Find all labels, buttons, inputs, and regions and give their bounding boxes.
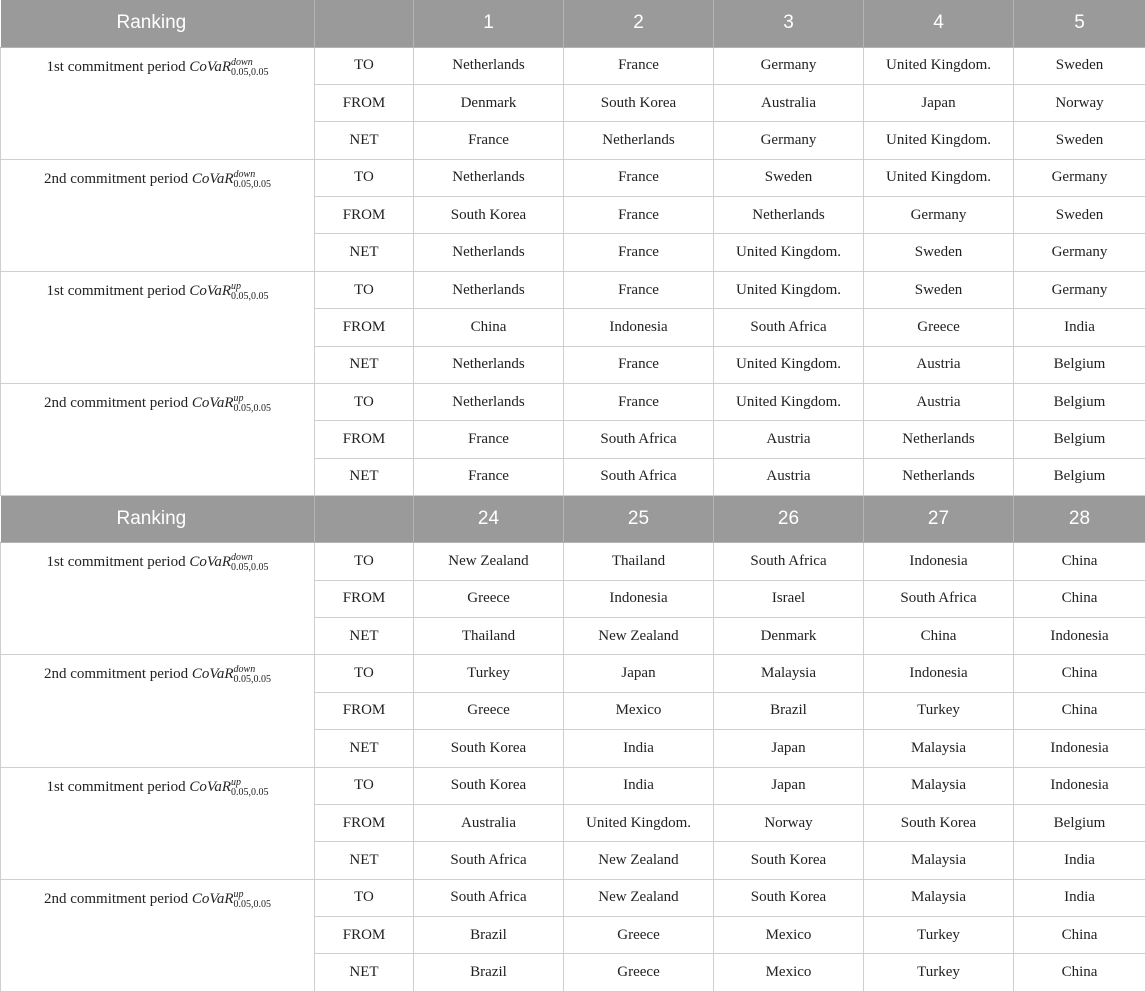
country-cell: Germany [714, 122, 864, 159]
ranking-header-row [1, 496, 1145, 543]
country-cell: Sweden [1014, 122, 1145, 159]
country-cell: France [564, 271, 714, 308]
country-cell: Indonesia [1014, 767, 1145, 804]
period-label-cell [1, 159, 315, 271]
country-cell: France [414, 122, 564, 159]
covar-base: CoVaR [192, 666, 234, 682]
covar-script-stack [231, 553, 269, 573]
country-cell: Belgium [1014, 458, 1145, 495]
spillover-type-cell: TO [315, 543, 414, 580]
country-cell: Belgium [1014, 421, 1145, 458]
ranking-header-label: Ranking [1, 496, 315, 543]
spillover-type-cell: NET [315, 346, 414, 383]
country-cell: South Africa [714, 309, 864, 346]
covar-base: CoVaR [189, 283, 231, 299]
country-cell: Netherlands [414, 234, 564, 271]
country-cell: Brazil [714, 692, 864, 729]
country-cell: Malaysia [864, 730, 1014, 767]
country-cell: Netherlands [564, 122, 714, 159]
spillover-type-cell: TO [315, 384, 414, 421]
covar-base: CoVaR [192, 891, 234, 907]
country-cell: Mexico [714, 917, 864, 954]
country-cell: France [564, 234, 714, 271]
rank-column-header: 3 [714, 0, 864, 47]
country-cell: China [1014, 917, 1145, 954]
country-cell: South Africa [564, 421, 714, 458]
country-cell: India [564, 730, 714, 767]
country-cell: Sweden [864, 234, 1014, 271]
country-cell: Denmark [714, 617, 864, 654]
country-cell: Indonesia [864, 543, 1014, 580]
country-cell: France [564, 384, 714, 421]
country-cell: Brazil [414, 954, 564, 991]
country-cell: United Kingdom. [714, 346, 864, 383]
country-cell: Malaysia [864, 842, 1014, 879]
spillover-type-cell: TO [315, 47, 414, 84]
country-cell: Germany [1014, 234, 1145, 271]
country-cell: Belgium [1014, 804, 1145, 841]
country-cell: China [1014, 954, 1145, 991]
covar-measure [192, 891, 271, 907]
covar-base: CoVaR [189, 59, 231, 75]
country-cell: France [414, 421, 564, 458]
country-cell: France [564, 346, 714, 383]
spillover-type-cell: NET [315, 458, 414, 495]
header-blank-cell [315, 0, 414, 47]
spillover-type-cell: FROM [315, 197, 414, 234]
country-cell: New Zealand [564, 842, 714, 879]
country-cell: Australia [414, 804, 564, 841]
country-cell: Greece [864, 309, 1014, 346]
country-cell: Turkey [864, 692, 1014, 729]
period-label: 2nd commitment period [44, 171, 188, 187]
country-cell: Indonesia [864, 655, 1014, 692]
period-label-cell [1, 271, 315, 383]
period-label: 2nd commitment period [44, 666, 188, 682]
country-cell: France [564, 47, 714, 84]
country-cell: China [864, 617, 1014, 654]
country-cell: Brazil [414, 917, 564, 954]
period-label-cell [1, 543, 315, 655]
period-label: 2nd commitment period [44, 891, 188, 907]
spillover-type-cell: NET [315, 954, 414, 991]
period-label-cell [1, 47, 315, 159]
covar-measure [189, 554, 268, 570]
table-row [1, 47, 1145, 84]
covar-measure [192, 395, 271, 411]
covar-script-stack [234, 394, 272, 414]
covar-measure [192, 666, 271, 682]
country-cell: Netherlands [414, 47, 564, 84]
country-cell: Belgium [1014, 384, 1145, 421]
spillover-type-cell: FROM [315, 917, 414, 954]
country-cell: South Korea [414, 197, 564, 234]
country-cell: China [414, 309, 564, 346]
country-cell: China [1014, 692, 1145, 729]
covar-subscript: 0.05,0.05 [231, 292, 269, 302]
country-cell: United Kingdom. [864, 47, 1014, 84]
covar-subscript: 0.05,0.05 [231, 68, 269, 78]
country-cell: Thailand [564, 543, 714, 580]
country-cell: Turkey [864, 917, 1014, 954]
table-row [1, 159, 1145, 196]
spillover-type-cell: TO [315, 159, 414, 196]
country-cell: United Kingdom. [864, 159, 1014, 196]
country-cell: India [1014, 309, 1145, 346]
country-cell: Japan [564, 655, 714, 692]
spillover-type-cell: TO [315, 271, 414, 308]
header-blank-cell [315, 496, 414, 543]
covar-base: CoVaR [189, 779, 231, 795]
rank-column-header: 28 [1014, 496, 1145, 543]
ranking-header-label: Ranking [1, 0, 315, 47]
covar-script-stack [234, 665, 272, 685]
country-cell: France [564, 197, 714, 234]
country-cell: Norway [714, 804, 864, 841]
country-cell: Germany [1014, 159, 1145, 196]
table-row [1, 384, 1145, 421]
country-cell: Japan [714, 767, 864, 804]
country-cell: Netherlands [414, 159, 564, 196]
covar-subscript: 0.05,0.05 [231, 563, 269, 573]
country-cell: Japan [714, 730, 864, 767]
country-cell: Australia [714, 84, 864, 121]
covar-superscript: up [231, 778, 269, 788]
country-cell: Thailand [414, 617, 564, 654]
covar-measure [189, 59, 268, 75]
country-cell: Belgium [1014, 346, 1145, 383]
country-cell: New Zealand [414, 543, 564, 580]
country-cell: South Africa [864, 580, 1014, 617]
rank-column-header: 27 [864, 496, 1014, 543]
country-cell: United Kingdom. [864, 122, 1014, 159]
rank-column-header: 4 [864, 0, 1014, 47]
country-cell: France [414, 458, 564, 495]
covar-subscript: 0.05,0.05 [231, 788, 269, 798]
country-cell: Germany [864, 197, 1014, 234]
country-cell: India [1014, 879, 1145, 916]
country-cell: Greece [414, 692, 564, 729]
spillover-type-cell: FROM [315, 421, 414, 458]
country-cell: Sweden [1014, 47, 1145, 84]
country-cell: Israel [714, 580, 864, 617]
table-row [1, 271, 1145, 308]
country-cell: South Korea [564, 84, 714, 121]
period-label-cell [1, 384, 315, 496]
country-cell: India [564, 767, 714, 804]
covar-base: CoVaR [189, 554, 231, 570]
country-cell: Mexico [714, 954, 864, 991]
spillover-type-cell: FROM [315, 580, 414, 617]
country-cell: Turkey [414, 655, 564, 692]
country-cell: Malaysia [714, 655, 864, 692]
country-cell: Mexico [564, 692, 714, 729]
spillover-type-cell: TO [315, 767, 414, 804]
covar-script-stack [231, 58, 269, 78]
covar-subscript: 0.05,0.05 [234, 900, 272, 910]
rank-column-header: 26 [714, 496, 864, 543]
spillover-type-cell: NET [315, 122, 414, 159]
country-cell: Netherlands [864, 421, 1014, 458]
country-cell: Indonesia [564, 580, 714, 617]
country-cell: Japan [864, 84, 1014, 121]
country-cell: New Zealand [564, 879, 714, 916]
country-cell: Turkey [864, 954, 1014, 991]
country-cell: Austria [714, 458, 864, 495]
spillover-type-cell: TO [315, 879, 414, 916]
covar-superscript: up [234, 890, 272, 900]
spillover-type-cell: FROM [315, 804, 414, 841]
period-label-cell [1, 767, 315, 879]
covar-subscript: 0.05,0.05 [234, 180, 272, 190]
table-row [1, 879, 1145, 916]
country-cell: South Korea [714, 842, 864, 879]
covar-superscript: down [234, 170, 272, 180]
spillover-type-cell: NET [315, 617, 414, 654]
country-cell: China [1014, 543, 1145, 580]
country-cell: Sweden [1014, 197, 1145, 234]
covar-superscript: up [231, 282, 269, 292]
country-cell: Austria [864, 346, 1014, 383]
country-cell: United Kingdom. [714, 384, 864, 421]
country-cell: South Africa [564, 458, 714, 495]
country-cell: South Korea [414, 730, 564, 767]
rank-column-header: 25 [564, 496, 714, 543]
country-cell: South Korea [414, 767, 564, 804]
table-row [1, 543, 1145, 580]
country-cell: Malaysia [864, 879, 1014, 916]
country-cell: Sweden [714, 159, 864, 196]
rank-column-header: 1 [414, 0, 564, 47]
spillover-type-cell: FROM [315, 309, 414, 346]
country-cell: United Kingdom. [714, 271, 864, 308]
country-cell: Germany [1014, 271, 1145, 308]
covar-subscript: 0.05,0.05 [234, 404, 272, 414]
country-cell: Netherlands [414, 271, 564, 308]
covar-measure [189, 283, 268, 299]
covar-subscript: 0.05,0.05 [234, 675, 272, 685]
spillover-type-cell: NET [315, 842, 414, 879]
spillover-type-cell: NET [315, 730, 414, 767]
covar-measure [192, 171, 271, 187]
country-cell: Greece [564, 917, 714, 954]
spillover-type-cell: FROM [315, 84, 414, 121]
covar-superscript: down [231, 553, 269, 563]
spillover-type-cell: TO [315, 655, 414, 692]
country-cell: South Africa [414, 879, 564, 916]
country-cell: United Kingdom. [564, 804, 714, 841]
table-row [1, 655, 1145, 692]
country-cell: United Kingdom. [714, 234, 864, 271]
country-cell: Austria [864, 384, 1014, 421]
covar-script-stack [231, 282, 269, 302]
period-label: 1st commitment period [46, 283, 185, 299]
rank-column-header: 2 [564, 0, 714, 47]
country-cell: South Africa [414, 842, 564, 879]
covar-script-stack [231, 778, 269, 798]
covar-superscript: up [234, 394, 272, 404]
country-cell: Sweden [864, 271, 1014, 308]
country-cell: South Korea [714, 879, 864, 916]
period-label: 1st commitment period [46, 554, 185, 570]
rank-column-header: 24 [414, 496, 564, 543]
country-cell: Netherlands [414, 346, 564, 383]
covar-script-stack [234, 170, 272, 190]
country-cell: Indonesia [1014, 730, 1145, 767]
country-cell: Greece [564, 954, 714, 991]
country-cell: Denmark [414, 84, 564, 121]
ranking-header-row [1, 0, 1145, 47]
spillover-type-cell: NET [315, 234, 414, 271]
country-cell: Netherlands [414, 384, 564, 421]
period-label: 2nd commitment period [44, 395, 188, 411]
country-cell: China [1014, 580, 1145, 617]
covar-script-stack [234, 890, 272, 910]
country-cell: South Korea [864, 804, 1014, 841]
country-cell: South Africa [714, 543, 864, 580]
period-label-cell [1, 655, 315, 767]
covar-superscript: down [234, 665, 272, 675]
rank-column-header: 5 [1014, 0, 1145, 47]
country-cell: Indonesia [1014, 617, 1145, 654]
country-cell: Netherlands [714, 197, 864, 234]
country-cell: Norway [1014, 84, 1145, 121]
country-cell: Austria [714, 421, 864, 458]
country-cell: New Zealand [564, 617, 714, 654]
covar-superscript: down [231, 58, 269, 68]
period-label: 1st commitment period [46, 779, 185, 795]
country-cell: France [564, 159, 714, 196]
period-label: 1st commitment period [46, 59, 185, 75]
ranking-table-body [1, 0, 1145, 991]
country-cell: China [1014, 655, 1145, 692]
covar-base: CoVaR [192, 171, 234, 187]
table-row [1, 767, 1145, 804]
covar-base: CoVaR [192, 395, 234, 411]
country-cell: Germany [714, 47, 864, 84]
covar-measure [189, 779, 268, 795]
country-cell: Netherlands [864, 458, 1014, 495]
country-cell: India [1014, 842, 1145, 879]
country-cell: Greece [414, 580, 564, 617]
spillover-type-cell: FROM [315, 692, 414, 729]
country-cell: Malaysia [864, 767, 1014, 804]
country-cell: Indonesia [564, 309, 714, 346]
period-label-cell [1, 879, 315, 991]
